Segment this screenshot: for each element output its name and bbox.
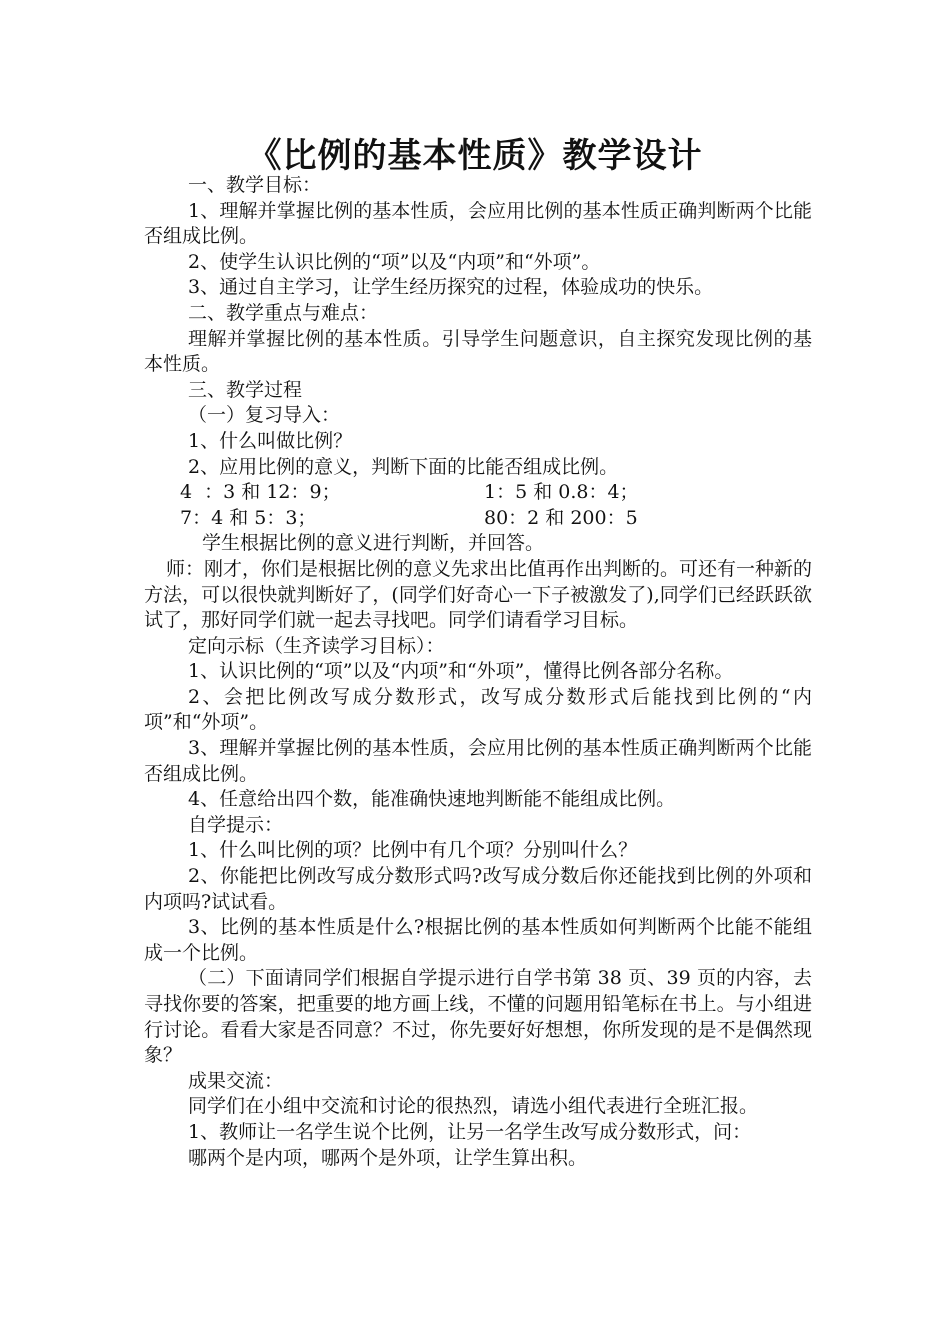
goal-item-3: 3、通过自主学习，让学生经历探究的过程，体验成功的快乐。: [188, 276, 714, 299]
document-title: 《比例的基本性质》教学设计: [247, 136, 703, 176]
ratio-a: 4 ：3 和 12：9；: [180, 481, 341, 504]
ratio-c: 7：4 和 5：3；: [180, 506, 317, 529]
ratio-b: 1：5 和 0.8：4；: [484, 481, 639, 504]
goal-item-2: 2、使学生认识比例的“项”以及“内项”和“外项”。: [188, 250, 601, 273]
hint-item-1: 1、什么叫比例的项？比例中有几个项？分别叫什么？: [188, 839, 638, 862]
document-body: [144, 173, 812, 1171]
focus-text: 理解并掌握比例的基本性质。引导学生问题意识，自主探究发现比例的基本性质。: [144, 327, 812, 376]
teacher-remark: 师：刚才，你们是根据比例的意义先求出比值再作出判断的。可还有一种新的方法，可以很快就判断好了，(同学们好奇心一下子被激发了),同学们已经跃跃欲试了，那好同学们就一起去寻找吧。同学们请看学习目标。: [144, 557, 813, 632]
review-question-2: 2、应用比例的意义，判断下面的比能否组成比例。: [188, 455, 619, 478]
self-study-instruction: （二）下面请同学们根据自学提示进行自学书第 38 页、39 页的内容，去寻找你要的答案，把重要的地方画上线，不懂的问题用铅笔标在书上。与小组进行讨论。看看大家是否同意？不过，你先要好好想想，你所发现的是不是偶然现象？: [144, 967, 812, 1067]
process-heading: 三、教学过程: [188, 378, 303, 401]
hint-item-2: 2、你能把比例改写成分数形式吗?改写成分数后你还能找到比例的外项和内项吗?试试看。: [144, 865, 812, 913]
ratio-row-2: [144, 506, 812, 532]
target-item-2: 2、会把比例改写成分数形式，改写成分数形式后能找到比例的“内项”和“外项”。: [144, 685, 812, 734]
target-item-1: 1、认识比例的“项”以及“内项”和“外项”，懂得比例各部分名称。: [188, 660, 734, 683]
review-question-1: 1、什么叫做比例？: [188, 429, 353, 452]
hint-heading: 自学提示：: [188, 813, 284, 836]
result-heading: 成果交流：: [188, 1069, 284, 1092]
result-item-2: 哪两个是内项，哪两个是外项，让学生算出积。: [188, 1146, 588, 1169]
focus-heading: 二、教学重点与难点：: [188, 301, 379, 324]
student-answer: 学生根据比例的意义进行判断，并回答。: [202, 532, 545, 555]
target-item-4: 4、任意给出四个数，能准确快速地判断能不能组成比例。: [188, 788, 676, 811]
goal-heading: 一、教学目标：: [188, 174, 322, 196]
target-heading: 定向示标（生齐读学习目标）：: [188, 634, 445, 657]
review-heading: （一）复习导入：: [188, 404, 341, 427]
target-item-3: 3、理解并掌握比例的基本性质，会应用比例的基本性质正确判断两个比能否组成比例。: [144, 737, 812, 785]
result-text: 同学们在小组中交流和讨论的很热烈，请选小组代表进行全班汇报。: [188, 1095, 759, 1118]
goal-item-1: 1、理解并掌握比例的基本性质，会应用比例的基本性质正确判断两个比能否组成比例。: [144, 199, 812, 248]
ratio-row-1: [144, 480, 812, 506]
result-item-1: 1、教师让一名学生说个比例，让另一名学生改写成分数形式，问：: [188, 1120, 752, 1143]
ratio-d: 80：2 和 200：5: [484, 506, 638, 529]
hint-item-3: 3、比例的基本性质是什么?根据比例的基本性质如何判断两个比能不能组成一个比例。: [144, 916, 812, 964]
